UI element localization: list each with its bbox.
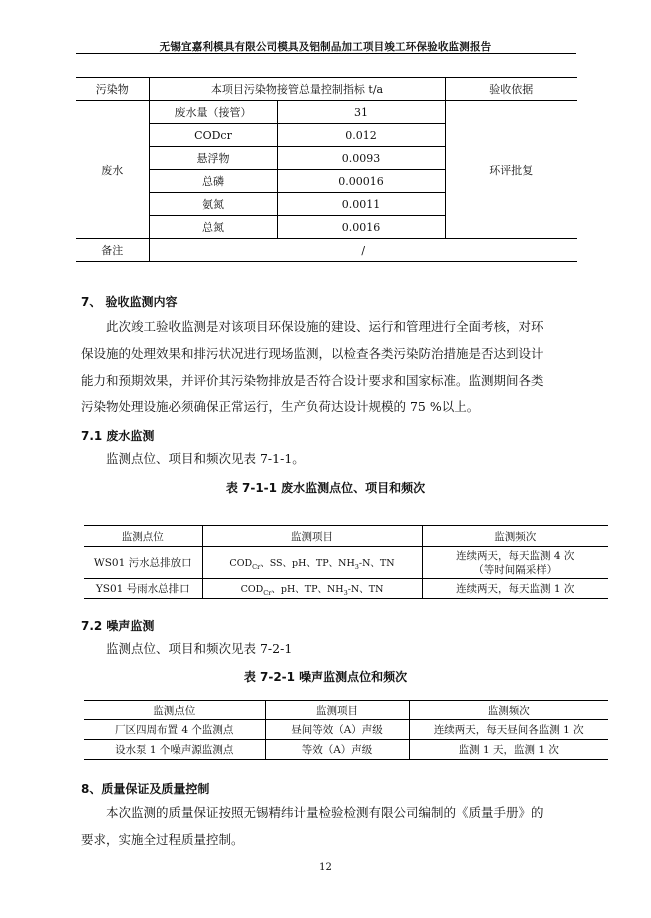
page-number: 12 [319, 862, 332, 873]
table-cell: 总磷 [149, 170, 277, 193]
table-cell: WS01 污水总排放口 [84, 547, 202, 579]
paragraph-line: 此次竣工验收监测是对该项目环保设施的建设、运行和管理进行全面考核，对环 [106, 319, 544, 334]
section-paragraph [81, 800, 581, 854]
table-cell: 0.0011 [277, 193, 445, 216]
note-value-cell: / [149, 239, 577, 262]
table-cell: 设水泵 1 个噪声源监测点 [84, 740, 265, 760]
table-header-cell: 本项目污染物接管总量控制指标 t/a [149, 78, 445, 101]
subsection-text: 监测点位、项目和频次见表 7-1-1。 [106, 451, 305, 466]
table-cell: 废水量（接管） [149, 101, 277, 124]
table-cell: 昼间等效（A）声级 [265, 720, 409, 740]
header-rule [76, 53, 576, 54]
paragraph-line: 本次监测的质量保证按照无锡精纬计量检验检测有限公司编制的《质量手册》的 [106, 805, 544, 820]
table-cell: 连续两天，每天昼间各监测 1 次 [409, 720, 608, 740]
table-header-cell: 监测项目 [265, 701, 409, 720]
table-cell: 0.012 [277, 124, 445, 147]
paragraph-line: 保设施的处理效果和排污状况进行现场监测，以检查各类污染防治措施是否达到设计 [81, 345, 544, 361]
table-cell: $COD_{Cr}$、pH、TP、$NH_3-N$、TN [202, 579, 422, 599]
group-label-cell: 废水 [76, 101, 149, 239]
table-header-cell: 监测频次 [409, 701, 608, 720]
report-header: 无锡宜嘉利模具有限公司模具及铝制品加工项目竣工环保验收监测报告 [159, 41, 492, 53]
noise-monitoring-table [84, 700, 608, 760]
subsection-heading: 7.2 噪声监测 [81, 619, 155, 633]
table-cell: 0.0016 [277, 216, 445, 239]
table-cell: 氨氮 [149, 193, 277, 216]
wastewater-monitoring-table [84, 525, 608, 599]
table-cell: 厂区四周布置 4 个监测点 [84, 720, 265, 740]
table-cell: 总氮 [149, 216, 277, 239]
table-header-cell: 监测点位 [84, 526, 202, 547]
table-cell: 悬浮物 [149, 147, 277, 170]
subsection-text: 监测点位、项目和频次见表 7-2-1 [106, 641, 293, 656]
basis-cell: 环评批复 [445, 101, 577, 239]
paragraph-line: 要求，实施全过程质量控制。 [81, 831, 244, 847]
table-cell: 0.00016 [277, 170, 445, 193]
table-header-cell: 监测频次 [422, 526, 608, 547]
section-heading: 7、 验收监测内容 [81, 295, 178, 309]
table-caption: 表 7-2-1 噪声监测点位和频次 [243, 670, 408, 684]
table-header-cell: 监测项目 [202, 526, 422, 547]
table-header-cell: 监测点位 [84, 701, 265, 720]
section-paragraph [81, 314, 581, 421]
table-cell: 连续两天，每天监测 1 次 [422, 579, 608, 599]
table-cell: 等效（A）声级 [265, 740, 409, 760]
table-header-cell: 验收依据 [445, 78, 577, 101]
subsection-heading: 7.1 废水监测 [81, 429, 155, 443]
table-cell: 0.0093 [277, 147, 445, 170]
table-cell: 连续两天，每天监测 4 次 （等时间隔采样） [422, 547, 608, 579]
paragraph-line: 污染物处理设施必须确保正常运行，生产负荷达设计规模的 75 %以上。 [81, 399, 480, 415]
table-cell: YS01 号雨水总排口 [84, 579, 202, 599]
table-cell: $COD_{Cr}$、SS、pH、TP、$NH_3-N$、TN [202, 547, 422, 579]
note-label-cell: 备注 [76, 239, 149, 262]
table-header-cell: 污染物 [76, 78, 149, 101]
paragraph-line: 能力和预期效果，并评价其污染物排放是否符合设计要求和国家标准。监测期间各类 [81, 372, 544, 388]
table-caption: 表 7-1-1 废水监测点位、项目和频次 [225, 481, 426, 495]
table-cell: 监测 1 天，监测 1 次 [409, 740, 608, 760]
table-cell: CODcr [149, 124, 277, 147]
pollutant-total-control-table [76, 77, 577, 262]
table-cell: 31 [277, 101, 445, 124]
section-heading: 8、质量保证及质量控制 [81, 782, 210, 796]
